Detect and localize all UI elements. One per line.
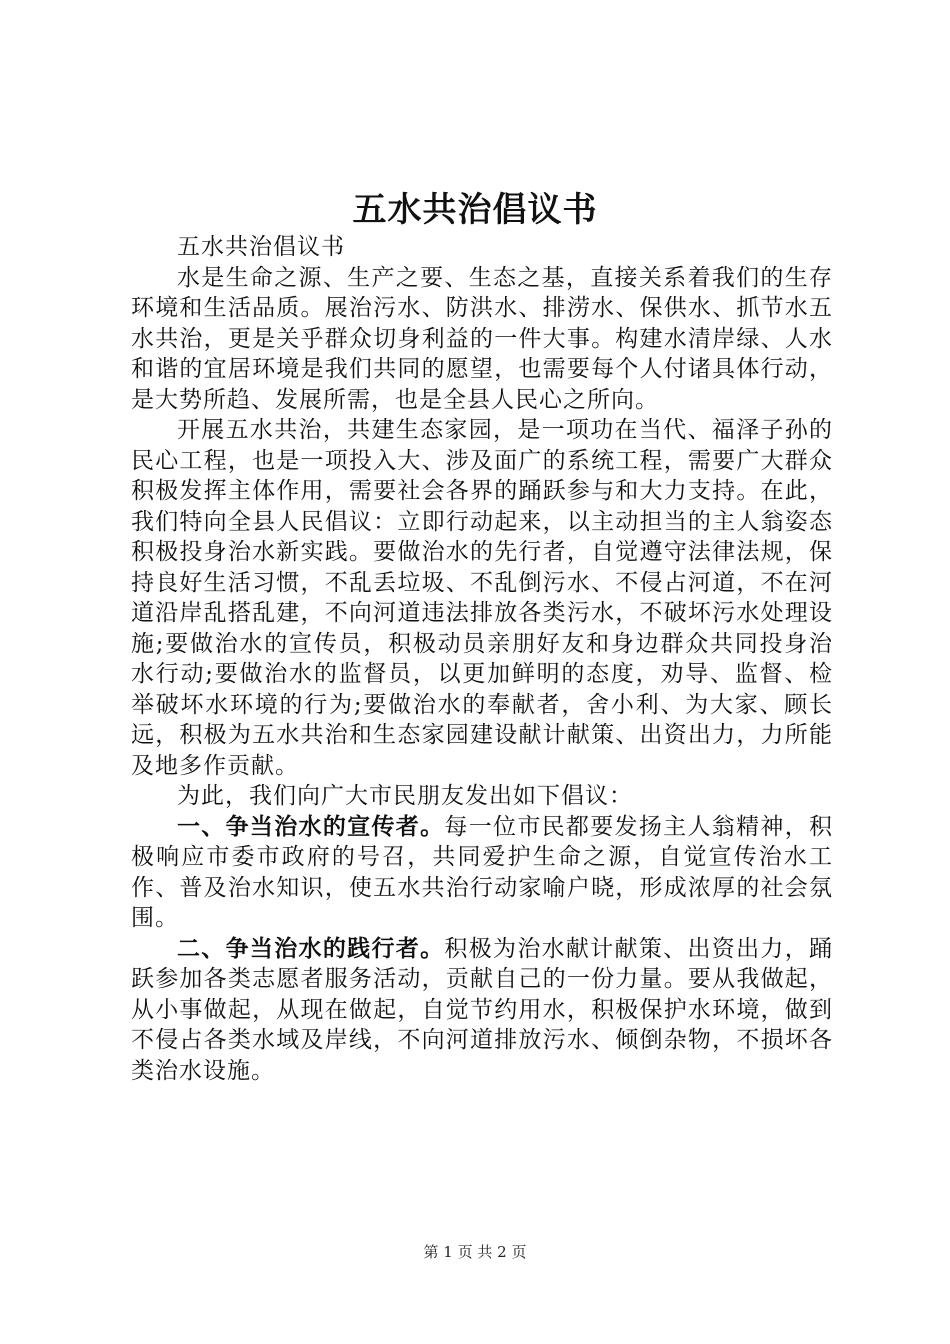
paragraph-text: 为此，我们向广大市民朋友发出如下倡议： xyxy=(177,783,633,809)
document-body xyxy=(131,232,833,1086)
document-title: 五水共治倡议书 xyxy=(352,190,598,230)
paragraph-text: 积极为治水献计献策、出资出力，踊跃参加各类志愿者服务活动，贡献自己的一份力量。要从我做起，从小事做起，从现在做起，自觉节约用水，积极保护水环境，做到不侵占各类水域及岸线，不向河道排放污水、倾倒杂物，不损坏各类治水设施。 xyxy=(131,935,834,1084)
paragraph-proposal-intro xyxy=(131,781,833,812)
paragraph-text: 水是生命之源、生产之要、生态之基，直接关系着我们的生存环境和生活品质。展治污水、防洪水、排涝水、保供水、抓节水五水共治，更是关乎群众切身利益的一件大事。构建水清岸绿、人水和谐的宜居环境是我们共同的愿望，也需要每个人付诸具体行动，是大势所趋、发展所需，也是全县人民心之所向。 xyxy=(131,264,833,413)
paragraph-text: 每一位市民都要发扬主人翁精神，积极响应市委市政府的号召，共同爱护生命之源，自觉宣传治水工作、普及治水知识，使五水共治行动家喻户晓，形成浓厚的社会氛围。 xyxy=(131,813,834,931)
paragraph-initiative xyxy=(131,415,833,781)
paragraph-intro xyxy=(131,263,833,416)
paragraph-text: 五水共治倡议书 xyxy=(177,234,345,260)
paragraph-text: 开展五水共治，共建生态家园，是一项功在当代、福泽子孙的民心工程，也是一项投入大、涉及面广的系统工程，需要广大群众积极发挥主体作用，需要社会各界的踊跃参与和大力支持。在此，我们特向全县人民倡议：立即行动起来，以主动担当的主人翁姿态积极投身治水新实践。要做治水的先行者，自觉遵守法律法规，保持良好生活习惯，不乱丢垃圾、不乱倒污水、不侵占河道，不在河道沿岸乱搭乱建，不向河道违法排放各类污水，不破坏污水处理设施;要做治水的宣传员，积极动员亲朋好友和身边群众共同投身治水行动;要做治水的监督员，以更加鲜明的态度，劝导、监督、检举破坏水环境的行为;要做治水的奉献者，舍小利、为大家、顾长远，积极为五水共治和生态家园建设献计献策、出资出力，力所能及地多作贡献。 xyxy=(131,417,833,779)
proposal-1-lead: 一、争当治水的宣传者。 xyxy=(177,813,445,840)
page-footer: 第 1 页 共 2 页 xyxy=(423,1243,527,1261)
paragraph-heading-repeat xyxy=(131,232,833,263)
paragraph-proposal-1 xyxy=(131,812,833,934)
proposal-2-lead: 二、争当治水的践行者。 xyxy=(177,935,445,962)
paragraph-proposal-2 xyxy=(131,934,833,1087)
